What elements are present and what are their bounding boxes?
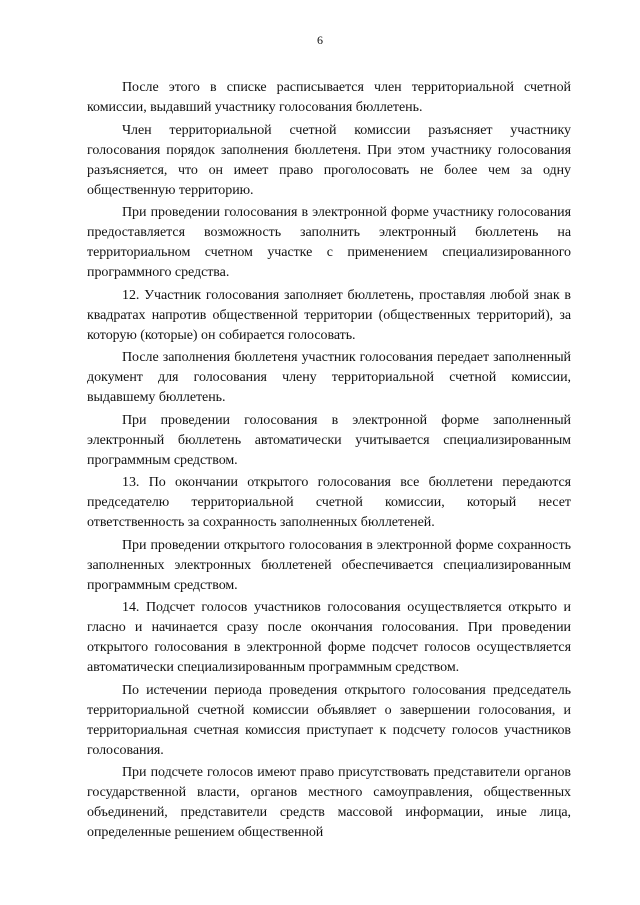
paragraph-explanation: Член территориальной счетной комиссии разъясняет участнику голосования порядок заполнения бюллетеня. При этом участнику голосования разъясняется, что он имеет право проголосовать не более чем за одну общественную территорию.: [87, 122, 571, 198]
paragraph-item-12: 12. Участник голосования заполняет бюллетень, проставляя любой знак в квадратах напротив общественной территории (общественных территорий), за которую (которые) он собирается голосовать.: [87, 287, 571, 343]
paragraph-signing-list: После этого в списке расписывается член территориальной счетной комиссии, выдавший участнику голосования бюллетень.: [87, 80, 571, 115]
paragraph-voting-end: По истечении периода проведения открытого голосования председатель территориальной счетной комиссии объявляет о завершении голосования, и территориальная счетная комиссия приступает к подсчету голосов участников голосования.: [87, 682, 571, 758]
paragraph-electronic-count: При проведении голосования в электронной форме заполненный электронный бюллетень автоматически учитывается специализированным программным средством.: [87, 412, 571, 468]
paragraph-electronic-storage: При проведении открытого голосования в электронной форме сохранность заполненных электронных бюллетеней обеспечивается специализированным программным средством.: [87, 537, 571, 593]
paragraph-handover: После заполнения бюллетеня участник голосования передает заполненный документ для голосования члену территориальной счетной комиссии, выдавшему бюллетень.: [87, 350, 571, 405]
paragraph-observers: При подсчете голосов имеют право присутствовать представители органов государственной власти, органов местного самоуправления, общественных объединений, представители средств массовой информации, иные лица, определенные решением общественной: [87, 765, 571, 840]
document-body: [87, 78, 571, 846]
paragraph-electronic-option: При проведении голосования в электронной форме участнику голосования предоставляется возможность заполнить электронный бюллетень на территориальном счетном участке с применением специализированного программного средства.: [87, 205, 571, 280]
paragraph-item-13: 13. По окончании открытого голосования все бюллетени передаются председателю территориальной счетной комиссии, который несет ответственность за сохранность заполненных бюллетеней.: [87, 475, 571, 530]
page-number: 6: [317, 33, 323, 47]
paragraph-item-14: 14. Подсчет голосов участников голосования осуществляется открыто и гласно и начинается сразу после окончания голосования. При проведении открытого голосования в электронной форме подсчет голосов осуществляется автоматически специализированным программным средством.: [87, 600, 571, 675]
